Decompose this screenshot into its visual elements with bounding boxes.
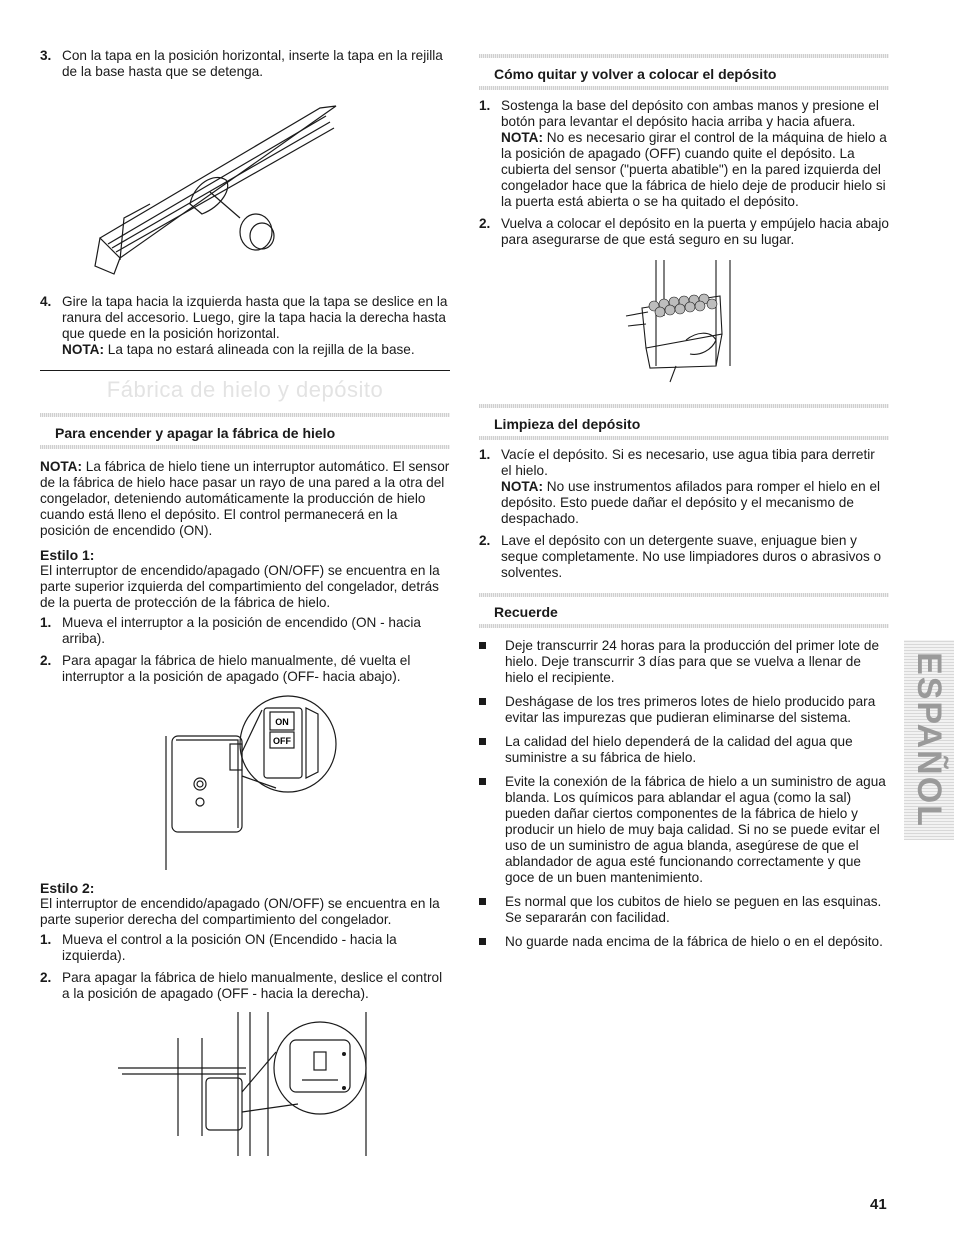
switch-off-label: OFF xyxy=(273,736,291,746)
heading-rule xyxy=(479,54,889,58)
list-item xyxy=(479,98,889,210)
note-text: No use instrumentos afilados para romper el hielo en el depósito. Esto puede dañar el depósito y el mecanismo de despachado. xyxy=(501,479,881,526)
list-item xyxy=(479,694,889,726)
heading-rule xyxy=(479,86,889,90)
switch-on-label: ON xyxy=(275,717,289,727)
bullet-icon xyxy=(479,738,486,745)
bullet-text: Es normal que los cubitos de hielo se peguen en las esquinas. Se separarán con facilidad. xyxy=(505,894,882,925)
language-tab xyxy=(904,640,954,840)
step-number: 2. xyxy=(40,653,52,668)
bullet-text: Deshágase de los tres primeros lotes de hielo producido para evitar las impurezas que pudieran eliminarse del sistema. xyxy=(505,694,876,725)
heading-remove: Cómo quitar y volver a colocar el depósito xyxy=(494,66,777,82)
list-item xyxy=(40,615,450,647)
step-4 xyxy=(40,294,450,364)
note xyxy=(501,130,889,210)
heading-power: Para encender y apagar la fábrica de hielo xyxy=(55,425,336,441)
note xyxy=(62,342,450,358)
lid-illustration xyxy=(90,88,350,278)
bullet-text: No guarde nada encima de la fábrica de hielo o en el depósito. xyxy=(505,934,883,949)
step-number: 2. xyxy=(40,970,52,985)
list-item xyxy=(40,653,450,685)
step-text: Lave el depósito con un detergente suave, enjuague bien y seque completamente. No use limpiadores duros o abrasivos o solventes. xyxy=(501,533,882,580)
note-label: NOTA: xyxy=(501,479,544,494)
step-number: 1. xyxy=(40,615,52,630)
heading-rule xyxy=(479,404,889,408)
heading-clean: Limpieza del depósito xyxy=(494,416,641,432)
list-item xyxy=(479,894,889,926)
heading-remember: Recuerde xyxy=(494,604,558,620)
step-text: Vuelva a colocar el depósito en la puerta y empújelo hacia abajo para asegurarse de que está seguro en su lugar. xyxy=(501,216,889,247)
style2-text: El interruptor de encendido/apagado (ON/OFF) se encuentra en la parte superior derecha del compartimiento del congelador. xyxy=(40,896,440,927)
bullet-icon xyxy=(479,642,486,649)
style2-title: Estilo 2: xyxy=(40,880,95,896)
note-text: No es necesario girar el control de la máquina de hielo a la posición de apagado (OFF) cuando quite el depósito. La cubierta del sensor ("puerta abatible") en la pared izquierda del congelador hace que la fábrica de hielo deje de producir hielo si la puerta está abierta o se ha quitado el depósito. xyxy=(501,130,887,209)
step-text: Para apagar la fábrica de hielo manualmente, deslice el control a la posición de apagado (OFF - hacia la derecha). xyxy=(62,970,443,1001)
remove-section xyxy=(479,98,889,254)
step-text: Para apagar la fábrica de hielo manualmente, dé vuelta el interruptor a la posición de apagado (OFF- hacia abajo). xyxy=(62,653,411,684)
heading-rule xyxy=(479,436,889,440)
style1-text: El interruptor de encendido/apagado (ON/OFF) se encuentra en la parte superior izquierda del compartimiento del congelador, detrás de la puerta de protección de la fábrica de hielo. xyxy=(40,563,440,610)
power-section xyxy=(40,459,450,691)
intro-note xyxy=(40,459,450,539)
step-number: 2. xyxy=(479,533,491,548)
note-label: NOTA: xyxy=(40,459,83,474)
list-item xyxy=(40,932,450,964)
clean-section xyxy=(479,447,889,587)
heading-rule xyxy=(479,624,889,628)
bullet-icon xyxy=(479,778,486,785)
bullet-icon xyxy=(479,938,486,945)
page-number: 41 xyxy=(870,1196,887,1213)
step-number: 1. xyxy=(479,98,491,113)
note-label: NOTA: xyxy=(62,342,105,357)
step-text: Con la tapa en la posición horizontal, inserte la tapa en la rejilla de la base hasta que se detenga. xyxy=(62,48,443,79)
heading-rule xyxy=(40,413,450,417)
bullet-icon xyxy=(479,898,486,905)
step-number: 1. xyxy=(40,932,52,947)
list-item xyxy=(479,447,889,527)
divider xyxy=(40,370,450,371)
list-item xyxy=(40,970,450,1002)
step-text: Vacíe el depósito. Si es necesario, use agua tibia para derretir el hielo. xyxy=(501,447,875,478)
bullet-icon xyxy=(479,698,486,705)
step-number: 1. xyxy=(479,447,491,462)
note xyxy=(501,479,889,527)
remember-list xyxy=(479,638,889,958)
style1-title: Estilo 1: xyxy=(40,547,95,563)
bullet-text: La calidad del hielo dependerá de la calidad del agua que suministre a su fábrica de hielo. xyxy=(505,734,853,765)
heading-rule xyxy=(40,445,450,449)
section-title: Fábrica de hielo y depósito xyxy=(106,377,384,402)
list-item xyxy=(479,533,889,581)
list-item xyxy=(479,734,889,766)
list-item xyxy=(479,216,889,248)
ice-bin-illustration xyxy=(620,256,750,384)
switch-style2-illustration xyxy=(118,1008,378,1158)
step-number: 2. xyxy=(479,216,491,231)
style2-section xyxy=(40,880,450,1008)
list-item xyxy=(479,638,889,686)
step-number: 3. xyxy=(40,48,52,63)
switch-style1-illustration xyxy=(160,688,340,873)
step-text: Mueva el interruptor a la posición de encendido (ON - hacia arriba). xyxy=(62,615,421,646)
bullet-text: Evite la conexión de la fábrica de hielo a un suministro de agua blanda. Los químicos para ablandar el agua (como la sal) pueden dañar ciertos componentes de la fábrica de hielo y producir un hielo de muy baja calidad. Si no se puede evitar el uso de un suministro de agua blanda, asegúrese de que el ablandador de agua esté funcionando correctamente y que goce de un buen mantenimiento. xyxy=(505,774,886,885)
note-label: NOTA: xyxy=(501,130,544,145)
language-tab-label: ESPAÑOL xyxy=(910,652,948,828)
step-number: 4. xyxy=(40,294,52,309)
list-item xyxy=(479,774,889,886)
heading-rule xyxy=(479,593,889,597)
note-text: La tapa no estará alineada con la rejilla de la base. xyxy=(104,342,415,357)
note-text: La fábrica de hielo tiene un interruptor automático. El sensor de la fábrica de hielo hace pasar un rayo de una pared a la otra del congelador, deteniendo automáticamente la producción de hielo cuando está lleno el depósito. El control permanecerá en la posición de encendido (ON). xyxy=(40,459,450,538)
step-text: Mueva el control a la posición ON (Encendido - hacia la izquierda). xyxy=(62,932,397,963)
step-text: Gire la tapa hacia la izquierda hasta que la tapa se deslice en la ranura del accesorio. Luego, gire la tapa hacia la derecha hasta que quede en la posición horizontal. xyxy=(62,294,448,341)
list-item xyxy=(479,934,889,950)
bullet-text: Deje transcurrir 24 horas para la producción del primer lote de hielo. Deje transcurrir 3 días para que se vuelva a llenar de hielo el recipiente. xyxy=(505,638,880,685)
step-text: Sostenga la base del depósito con ambas manos y presione el botón para levantar el depósito hacia arriba y hacia afuera. xyxy=(501,98,879,129)
step-3 xyxy=(40,48,450,86)
